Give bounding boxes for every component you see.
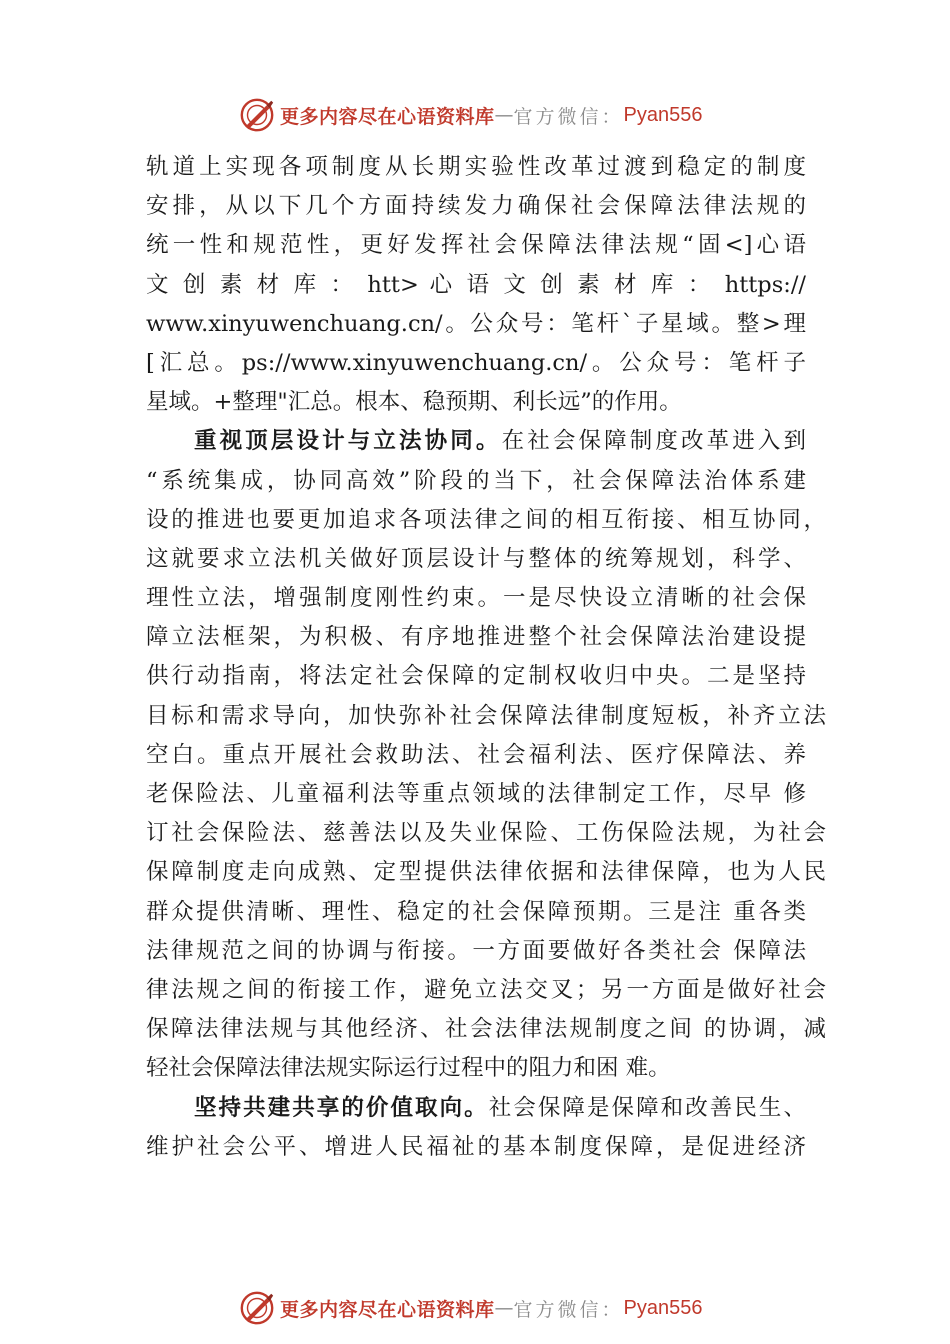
banner-title: 更多内容尽在心语资料库	[280, 1298, 495, 1321]
text-span: 社会保障是保障和改善民生、	[488, 1094, 806, 1121]
text-line: 老保险法、儿童福利法等重点领域的法律制定工作，尽早 修	[146, 781, 806, 807]
banner-title: 更多内容尽在心语资料库	[280, 105, 495, 128]
text-line: 文 创 素 材 库 ： htt> 心 语 文 创 素 材 库 ： https://	[146, 271, 806, 298]
banner-label: 官方微信：	[513, 1298, 624, 1321]
paragraph-first-line	[146, 1089, 806, 1128]
text-line: 法律规范之间的协调与衔接。一方面要做好各类社会 保障法	[146, 937, 806, 964]
text-line: 律法规之间的衔接工作，避免立法交叉；另一方面是做好社会	[146, 976, 826, 1003]
text-line: 目标和需求导向，加快弥补社会保障法律制度短板，补齐立法	[146, 702, 826, 729]
text-line: 障立法框架，为积极、有序地推进整个社会保障法治建设提	[146, 624, 806, 651]
banner-wechat-id: Pyan556	[623, 103, 703, 126]
text-line: 星域。+整理"汇总。根本、稳预期、利长远”的作用。	[146, 389, 682, 416]
document-body	[146, 148, 836, 1167]
text-line: 维护社会公平、增进人民福祉的基本制度保障，是促进经济	[146, 1133, 806, 1160]
paragraph-first-line	[146, 422, 806, 461]
text-line: 轻社会保障法律法规实际运行过程中的阻力和困 难。	[146, 1055, 671, 1082]
text-line: 安排，从以下几个方面持续发力确保社会保障法律法规的	[146, 193, 806, 220]
banner-dash: —	[494, 104, 514, 126]
footer-banner	[238, 1288, 703, 1328]
section-heading: 重视顶层设计与立法协同。	[194, 428, 502, 455]
text-line: 统一性和规范性，更好发挥社会保障法律法规“固<]心语	[146, 232, 806, 259]
banner-label: 官方微信：	[513, 105, 624, 128]
text-line: 这就要求立法机关做好顶层设计与整体的统筹规划，科学、	[146, 545, 806, 572]
text-line: 订社会保险法、慈善法以及失业保险、工伤保险法规，为社会	[146, 820, 826, 847]
header-banner	[238, 95, 703, 135]
text-line: 保障法律法规与其他经济、社会法律法规制度之间 的协调，减	[146, 1016, 826, 1043]
text-line: “系统集成，协同高效”阶段的当下，社会保障法治体系建	[146, 467, 806, 494]
text-line: 轨道上实现各项制度从长期实验性改革过渡到稳定的制度	[146, 154, 806, 180]
brand-logo-icon	[238, 96, 276, 134]
text-line: 设的推进也要更加追求各项法律之间的相互衔接、相互协同，	[146, 506, 826, 533]
text-line: www.xinyuwenchuang.cn/。公众号：笔杆`子星域。整>理	[146, 310, 806, 337]
text-line: 供行动指南，将法定社会保障的定制权收归中央。二是坚持	[146, 663, 806, 690]
banner-dash: —	[494, 1297, 514, 1319]
text-span: 在社会保障制度改革进入到	[501, 428, 806, 455]
section-heading: 坚持共建共享的价值取向。	[194, 1094, 489, 1121]
text-line: [汇总。ps://www.xinyuwenchuang.cn/。公众号：笔杆子	[146, 349, 806, 376]
text-line: 空白。重点开展社会救助法、社会福利法、医疗保障法、养	[146, 741, 806, 768]
banner-wechat-id: Pyan556	[623, 1296, 703, 1319]
text-line: 群众提供清晰、理性、稳定的社会保障预期。三是注 重各类	[146, 898, 806, 925]
text-line: 保障制度走向成熟、定型提供法律依据和法律保障，也为人民	[146, 859, 826, 886]
brand-logo-icon	[238, 1289, 276, 1327]
text-line: 理性立法，增强制度刚性约束。一是尽快设立清晰的社会保	[146, 585, 806, 612]
